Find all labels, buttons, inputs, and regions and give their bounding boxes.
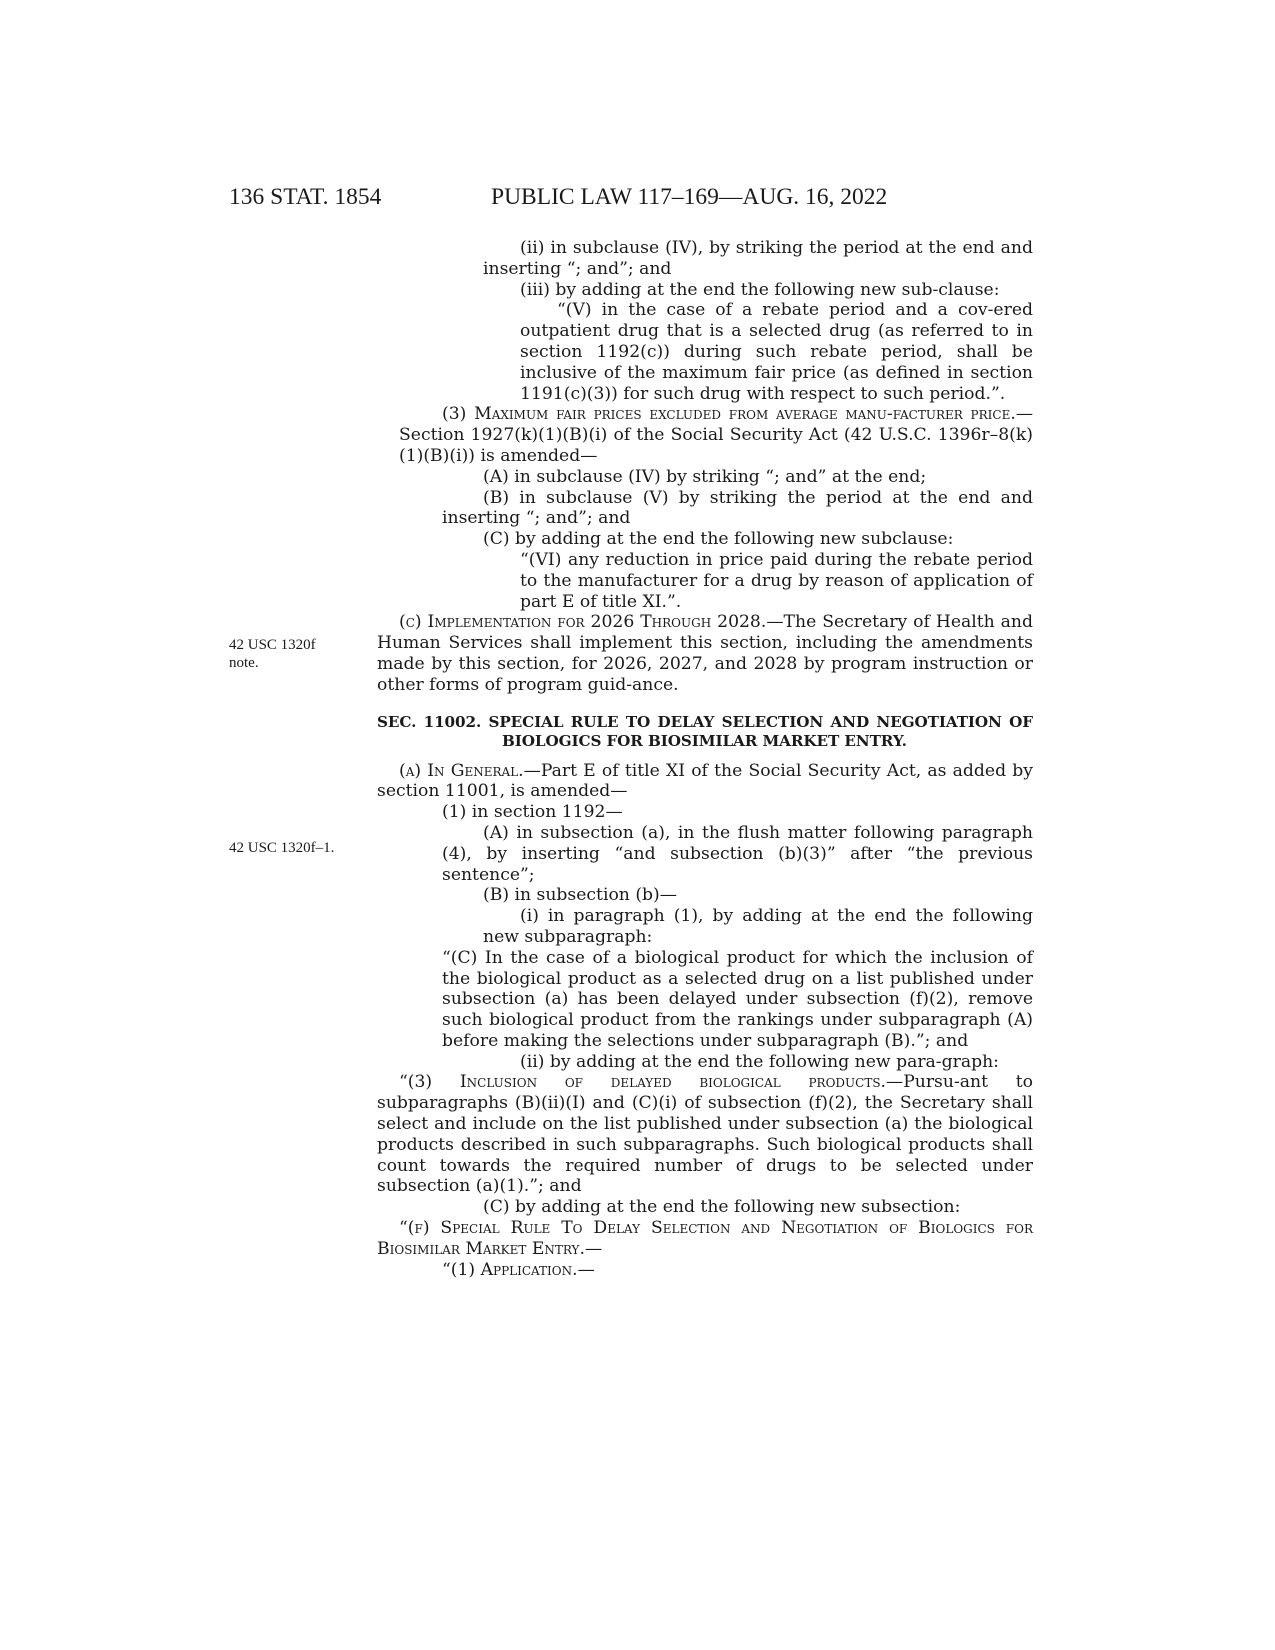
margin-note-line-1: 42 USC 1320f — [229, 637, 316, 653]
quoted-paragraph-3 — [377, 1072, 1033, 1197]
paragraph-3-text: —Section 1927(k)(1)(B)(i) of the Social Security Act (42 U.S.C. 1396r–8(k)(1)(B)(i)) is amended— — [399, 404, 1033, 466]
paragraph-1: (1) in section 1192— — [442, 802, 623, 823]
margin-note-1320f — [229, 636, 316, 672]
quoted-subsection-f-text: — — [584, 1238, 603, 1259]
subparagraph-1B: (B) in subsection (b)— — [483, 885, 677, 906]
subsection-a — [377, 761, 1033, 803]
quoted-paragraph-1 — [377, 1260, 1033, 1281]
statute-page-number: 136 STAT. 1854 — [229, 184, 382, 210]
subsection-c — [377, 612, 1033, 695]
quoted-subclause-VI: “(VI) any reduction in price paid during the rebate period to the manufacturer for a drug by reason of application of part E of title XI.”. — [520, 549, 1033, 612]
subparagraph-C: (C) by adding at the end the following new subclause: — [483, 529, 954, 550]
subparagraph-B: (B) in subclause (V) by striking the period at the end and inserting “; and”; and — [442, 487, 1033, 529]
subsection-c-text: —The Secretary of Health and Human Services shall implement this section, including the amendments made by this section, for 2026, 2027, and 2028 by program instruction or other forms of program guid-ance. — [377, 612, 1033, 695]
paragraph-3-heading: (3) Maximum fair prices excluded from average manu-facturer price. — [442, 404, 1016, 425]
quoted-paragraph-1-text: — — [577, 1259, 595, 1280]
running-header: PUBLIC LAW 117–169—AUG. 16, 2022 — [491, 184, 888, 210]
subparagraph-1A: (A) in subsection (a), in the flush matter following paragraph (4), by inserting “and subsection (b)(3)” after “the previous sentence”; — [442, 822, 1033, 885]
quoted-subclause-V: “(V) in the case of a rebate period and a cov-ered outpatient drug that is a selected drug (as referred to in section 1192(c)) during such rebate period, shall be inclusive of the maximum fair price (as defined in section 1191(c)(3)) for such drug with respect to such period.”. — [520, 300, 1033, 404]
quoted-paragraph-3-text: —Pursu-ant to subparagraphs (B)(ii)(I) and (C)(i) of subsection (f)(2), the Secretary shall select and include on the list published under subsection (a) the biological products described in such subparagraphs. Such biological products shall count towards the required number of drugs to be selected under subsection (a)(1).”; and — [377, 1072, 1033, 1197]
section-heading: SEC. 11002. SPECIAL RULE TO DELAY SELECTION AND NEGOTIATION OF BIOLOGICS FOR BIOSIMILAR MARKET ENTRY. — [377, 712, 1033, 751]
clause-1Bi: (i) in paragraph (1), by adding at the end the following new subparagraph: — [483, 906, 1033, 947]
quoted-subparagraph-C: “(C) In the case of a biological product for which the inclusion of the biological product as a selected drug on a list published under subsection (a) has been delayed under subsection (f)(2), remove such biological product from the rankings under subparagraph (A) before making the selections under subparagraph (B).”; and — [442, 947, 1033, 1051]
clause-1Bii: (ii) by adding at the end the following new para-graph: — [520, 1051, 999, 1072]
subsection-a-heading: (a) In General. — [399, 760, 524, 781]
margin-note-line-2: note. — [229, 655, 259, 671]
clause-ii: (ii) in subclause (IV), by striking the period at the end and inserting “; and”; and — [483, 238, 1033, 279]
clause-iii: (iii) by adding at the end the following new sub-clause: — [520, 279, 1000, 300]
paragraph-3 — [377, 404, 1033, 466]
subsection-c-heading: (c) Implementation for 2026 Through 2028. — [399, 612, 767, 633]
quoted-subsection-f-heading: “(f) Special Rule To Delay Selection and Negotiation of Biologics for Biosimilar Market Entry. — [377, 1218, 1033, 1259]
quoted-paragraph-1-heading: “(1) Application. — [442, 1259, 578, 1280]
quoted-paragraph-3-heading: “(3) Inclusion of delayed biological products. — [399, 1072, 887, 1093]
margin-note-1320f-1: 42 USC 1320f–1. — [229, 840, 335, 856]
subparagraph-1C: (C) by adding at the end the following new subsection: — [483, 1197, 961, 1218]
body-text — [377, 238, 1033, 1280]
subparagraph-A: (A) in subclause (IV) by striking “; and” at the end; — [483, 466, 927, 487]
quoted-subsection-f — [377, 1218, 1033, 1260]
subsection-a-text: —Part E of title XI of the Social Security Act, as added by section 11001, is amended— — [377, 760, 1033, 802]
